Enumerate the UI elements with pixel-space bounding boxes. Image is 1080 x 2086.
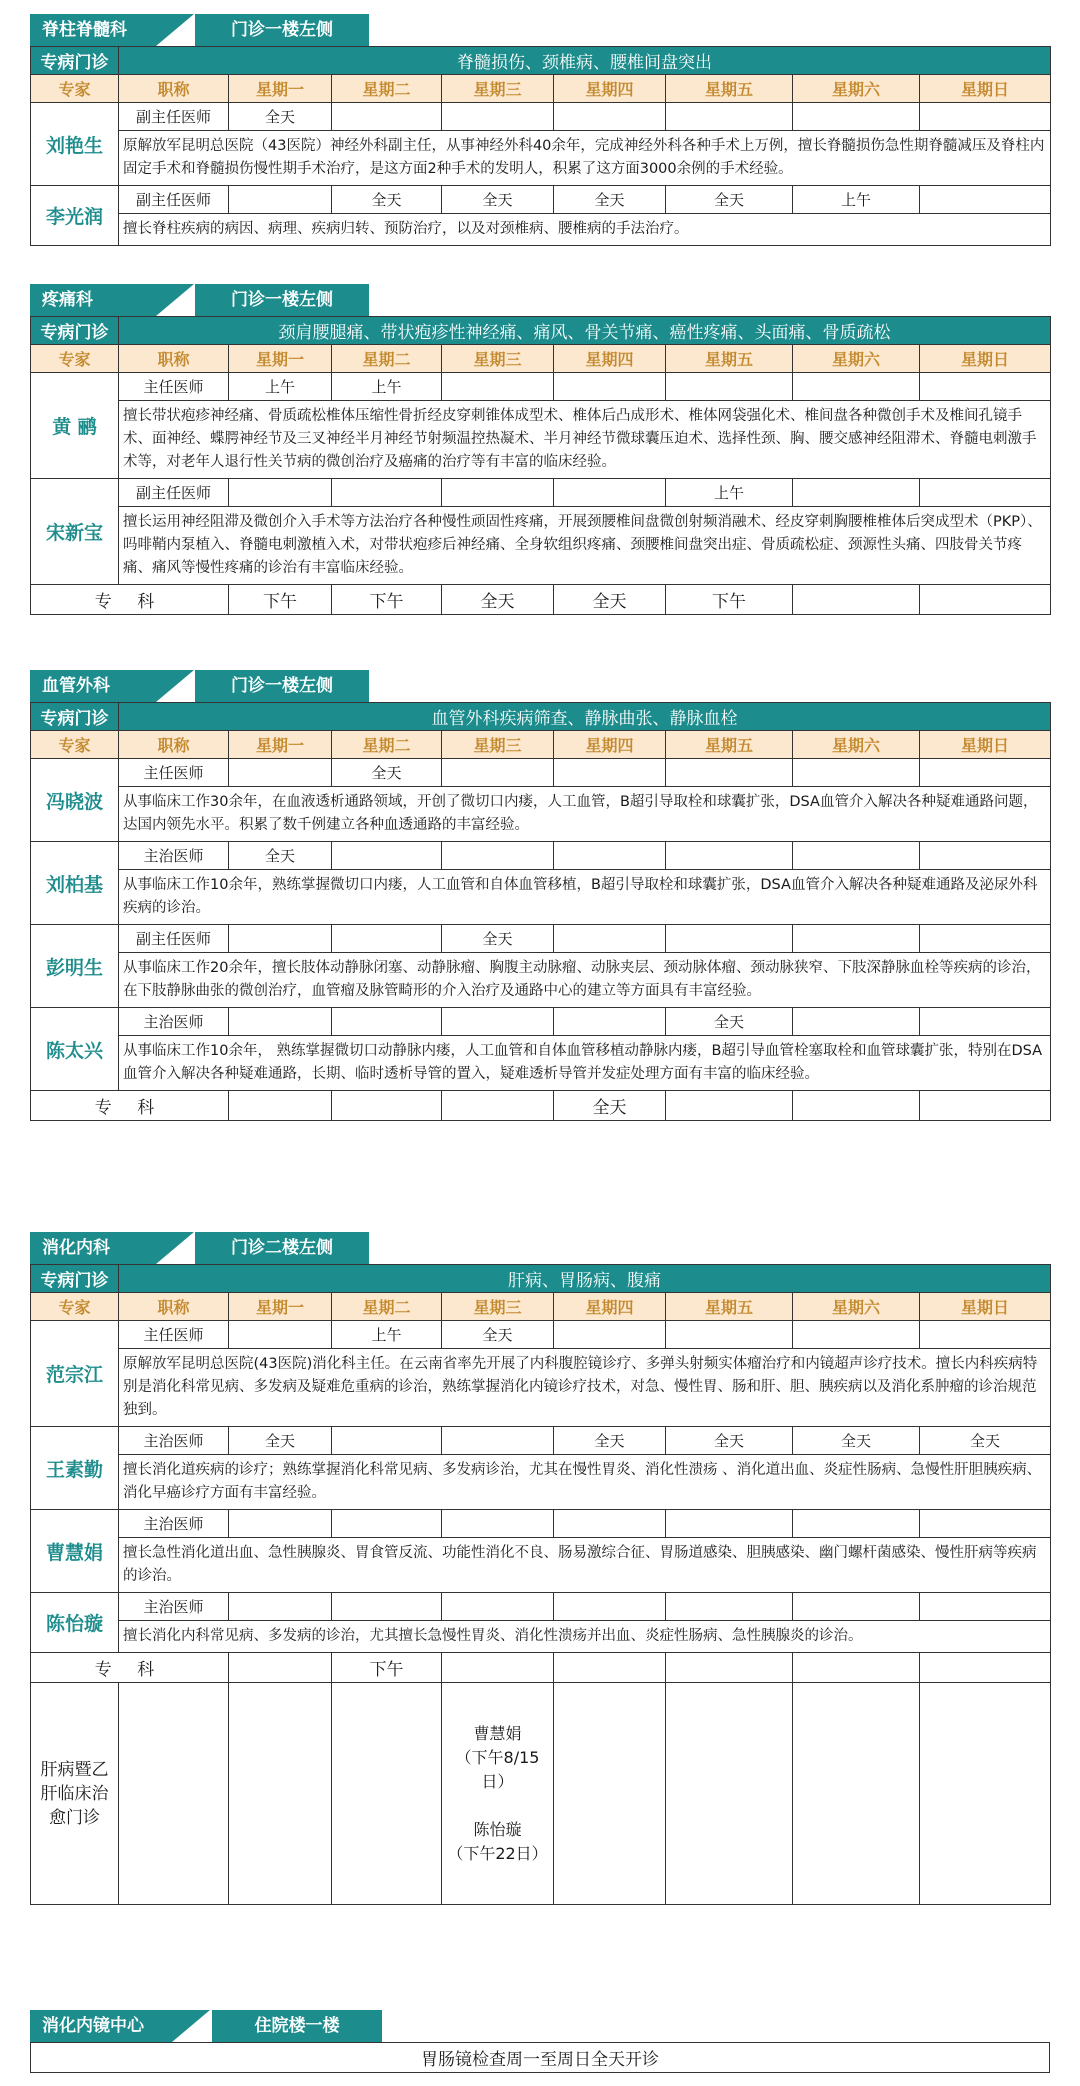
schedule-cell — [554, 842, 666, 870]
doctor-name: 冯晓波 — [31, 759, 119, 842]
specialty-label: 专 科 — [31, 1091, 229, 1121]
doctor-description: 从事临床工作30余年，在血液透析通路领域，开创了微切口内瘘，人工血管，B超引导取栓和球囊扩张，DSA血管介入解决各种疑难通路问题，达国内领先水平。积累了数千例建立各种血透通路的丰富经验。 — [119, 787, 1051, 842]
doctor-title: 主治医师 — [119, 1427, 229, 1455]
schedule-cell: 上午 — [793, 186, 920, 214]
schedule-cell — [332, 103, 442, 131]
schedule-cell — [920, 103, 1051, 131]
schedule-cell — [793, 1510, 920, 1538]
schedule-cell: 全天 — [442, 1321, 554, 1349]
tab-divider — [156, 284, 194, 316]
schedule-cell — [666, 1653, 793, 1683]
weekday-header: 星期四 — [554, 75, 666, 103]
schedule-cell — [229, 1683, 332, 1905]
schedule-cell — [229, 759, 332, 787]
doctor-name: 王素勤 — [31, 1427, 119, 1510]
weekday-header: 星期六 — [793, 75, 920, 103]
schedule-cell: 上午 — [229, 373, 332, 401]
schedule-cell — [666, 1321, 793, 1349]
title-header: 职称 — [119, 345, 229, 373]
weekday-header: 星期二 — [332, 731, 442, 759]
weekday-header: 星期五 — [666, 731, 793, 759]
schedule-cell: 全天 — [666, 1008, 793, 1036]
schedule-cell — [666, 103, 793, 131]
schedule-cell — [229, 1091, 332, 1121]
schedule-cell — [554, 1683, 666, 1905]
weekday-header: 星期六 — [793, 345, 920, 373]
section-gastro — [30, 1232, 1050, 1905]
weekday-header: 星期五 — [666, 345, 793, 373]
dept-tab: 消化内科 — [30, 1232, 156, 1264]
weekday-header: 星期四 — [554, 345, 666, 373]
schedule-table — [30, 702, 1051, 1121]
weekday-header: 星期四 — [554, 731, 666, 759]
schedule-cell — [920, 1593, 1051, 1621]
doctor-name: 宋新宝 — [31, 479, 119, 585]
schedule-cell — [920, 479, 1051, 507]
title-header: 职称 — [119, 731, 229, 759]
spacer — [446, 1794, 549, 1818]
weekday-header: 星期日 — [920, 731, 1051, 759]
section-tabbar — [30, 1232, 1050, 1264]
schedule-cell — [666, 1091, 793, 1121]
section-tabbar — [30, 14, 1050, 46]
schedule-cell — [920, 1683, 1051, 1905]
schedule-cell — [920, 1008, 1051, 1036]
schedule-cell — [793, 585, 920, 615]
doctor-title: 主任医师 — [119, 759, 229, 787]
section-spine — [30, 14, 1050, 246]
doctor-name: 彭明生 — [31, 925, 119, 1008]
section-tabbar — [30, 670, 1050, 702]
doctor-title: 主治医师 — [119, 1008, 229, 1036]
weekday-header: 星期二 — [332, 345, 442, 373]
schedule-cell — [332, 479, 442, 507]
doctor-description: 原解放军昆明总医院(43医院)消化科主任。在云南省率先开展了内科腹腔镜诊疗、多弹头射频实体瘤治疗和内镜超声诊疗技术。擅长内科疾病特别是消化科常见病、多发病及疑难危重病的诊治，熟练掌握消化内镜诊疗技术，对急、慢性胃、肠和肝、胆、胰疾病以及消化系肿瘤的诊治规范独到。 — [119, 1349, 1051, 1427]
expert-header: 专家 — [31, 75, 119, 103]
location-tab: 门诊二楼左侧 — [195, 1232, 369, 1264]
weekday-header: 星期一 — [229, 75, 332, 103]
location-tab: 门诊一楼左侧 — [195, 284, 369, 316]
schedule-cell — [332, 1510, 442, 1538]
dept-tab: 疼痛科 — [30, 284, 156, 316]
doctor-description: 擅长消化内科常见病、多发病的诊治，尤其擅长急慢性胃炎、消化性溃疡并出血、炎症性肠病、急性胰腺炎的诊治。 — [119, 1621, 1051, 1653]
schedule-cell — [666, 1593, 793, 1621]
schedule-cell — [229, 479, 332, 507]
schedule-cell — [554, 103, 666, 131]
section-pain — [30, 284, 1050, 615]
schedule-cell: 下午 — [332, 585, 442, 615]
section-tabbar — [30, 2010, 1050, 2042]
schedule-cell — [442, 759, 554, 787]
doctor-title: 主治医师 — [119, 1593, 229, 1621]
schedule-cell — [666, 1510, 793, 1538]
schedule-cell — [793, 1683, 920, 1905]
schedule-cell: 全天 — [666, 1427, 793, 1455]
schedule-cell — [442, 1510, 554, 1538]
weekday-header: 星期四 — [554, 1293, 666, 1321]
schedule-cell — [920, 373, 1051, 401]
schedule-cell — [442, 842, 554, 870]
doctor-description: 擅长运用神经阻滞及微创介入手术等方法治疗各种慢性顽固性疼痛，开展颈腰椎间盘微创射频消融术、经皮穿刺胸腰椎椎体后突成型术（PKP）、吗啡鞘内泵植入、脊髓电刺激植入术，对带状疱疹后神经痛、全身软组织疼痛、颈腰椎间盘突出症、骨质疏松症、颈源性头痛、四肢骨关节疼痛、痛风等慢性疼痛的诊治有丰富临床经验。 — [119, 507, 1051, 585]
schedule-cell — [554, 1593, 666, 1621]
schedule-table — [30, 1264, 1051, 1905]
schedule-cell: 全天 — [229, 1427, 332, 1455]
schedule-cell — [920, 186, 1051, 214]
schedule-cell — [442, 103, 554, 131]
schedule-cell — [229, 186, 332, 214]
notice-table — [30, 2042, 1050, 2073]
doctor-name: 陈怡璇 — [31, 1593, 119, 1653]
endoscopy-note: 胃肠镜检查周一至周日全天开诊 — [31, 2043, 1050, 2073]
title-header: 职称 — [119, 75, 229, 103]
schedule-cell — [793, 1321, 920, 1349]
tab-divider — [156, 14, 194, 46]
title-header: 职称 — [119, 1293, 229, 1321]
doctor-title: 主治医师 — [119, 1510, 229, 1538]
expert-header: 专家 — [31, 345, 119, 373]
clinic-topic: 肝病、胃肠病、腹痛 — [119, 1265, 1051, 1293]
schedule-cell — [332, 925, 442, 953]
schedule-cell — [554, 1321, 666, 1349]
doctor-name: 刘柏基 — [31, 842, 119, 925]
schedule-cell — [666, 373, 793, 401]
clinic-topic: 颈肩腰腿痛、带状疱疹性神经痛、痛风、骨关节痛、癌性疼痛、头面痛、骨质疏松 — [119, 317, 1051, 345]
dept-tab: 脊柱脊髓科 — [30, 14, 156, 46]
schedule-cell — [793, 842, 920, 870]
schedule-cell — [920, 1321, 1051, 1349]
location-tab: 住院楼一楼 — [212, 2010, 382, 2042]
weekday-header: 星期一 — [229, 731, 332, 759]
weekday-header: 星期一 — [229, 1293, 332, 1321]
schedule-cell: 下午 — [229, 585, 332, 615]
special-doctor-1: 曹慧娟 — [473, 1723, 522, 1743]
schedule-cell — [554, 759, 666, 787]
schedule-cell: 全天 — [332, 186, 442, 214]
doctor-description: 擅长带状疱疹神经痛、骨质疏松椎体压缩性骨折经皮穿刺锥体成型术、椎体后凸成形术、椎体网袋强化术、椎间盘各种微创手术及椎间孔镜手术、面神经、蝶腭神经节及三叉神经半月神经节射频温控热凝术、半月神经节微球囊压迫术、选择性颈、胸、腰交感神经阻滞术、脊髓电刺激手术等，对老年人退行性关节病的微创治疗及癌痛的治疗等有丰富的临床经验。 — [119, 401, 1051, 479]
doctor-description: 原解放军昆明总医院（43医院）神经外科副主任，从事神经外科40余年，完成神经外科各种手术上万例，擅长脊髓损伤急性期脊髓减压及脊柱内固定手术和脊髓损伤慢性期手术治疗，是这方面2种手术的发明人，积累了这方面3000余例的手术经验。 — [119, 131, 1051, 186]
schedule-cell — [920, 1091, 1051, 1121]
special-clinic-schedule — [442, 1683, 554, 1905]
schedule-cell — [666, 759, 793, 787]
schedule-cell — [554, 1008, 666, 1036]
schedule-cell — [554, 925, 666, 953]
schedule-cell: 全天 — [554, 585, 666, 615]
schedule-cell — [793, 1008, 920, 1036]
schedule-cell — [554, 373, 666, 401]
tab-divider — [172, 2010, 210, 2042]
weekday-header: 星期三 — [442, 75, 554, 103]
schedule-cell: 下午 — [332, 1653, 442, 1683]
schedule-cell — [229, 1510, 332, 1538]
schedule-cell — [793, 373, 920, 401]
doctor-title: 副主任医师 — [119, 186, 229, 214]
weekday-header: 星期五 — [666, 75, 793, 103]
schedule-cell — [793, 1593, 920, 1621]
doctor-name: 刘艳生 — [31, 103, 119, 186]
schedule-table — [30, 316, 1051, 615]
weekday-header: 星期六 — [793, 1293, 920, 1321]
doctor-description: 从事临床工作20余年，擅长肢体动静脉闭塞、动静脉瘤、胸腹主动脉瘤、动脉夹层、颈动脉体瘤、颈动脉狭窄、下肢深静脉血栓等疾病的诊治，在下肢静脉曲张的微创治疗，血管瘤及脉管畸形的介入治疗及通路中心的建立等方面具有丰富经验。 — [119, 953, 1051, 1008]
schedule-cell — [793, 759, 920, 787]
schedule-cell — [332, 842, 442, 870]
schedule-cell — [793, 103, 920, 131]
dept-tab: 消化内镜中心 — [30, 2010, 172, 2042]
schedule-cell — [920, 585, 1051, 615]
schedule-cell — [554, 1653, 666, 1683]
schedule-cell — [793, 925, 920, 953]
schedule-cell: 全天 — [332, 759, 442, 787]
clinic-label: 专病门诊 — [31, 703, 119, 731]
schedule-cell — [442, 1653, 554, 1683]
schedule-cell — [442, 1091, 554, 1121]
schedule-cell — [229, 1008, 332, 1036]
doctor-title: 副主任医师 — [119, 103, 229, 131]
schedule-cell — [666, 842, 793, 870]
schedule-cell: 全天 — [554, 1091, 666, 1121]
weekday-header: 星期二 — [332, 1293, 442, 1321]
schedule-cell: 全天 — [229, 103, 332, 131]
schedule-cell — [332, 1683, 442, 1905]
clinic-topic: 血管外科疾病筛查、静脉曲张、静脉血栓 — [119, 703, 1051, 731]
schedule-cell — [920, 842, 1051, 870]
weekday-header: 星期一 — [229, 345, 332, 373]
doctor-description: 从事临床工作10余年，熟练掌握微切口内瘘，人工血管和自体血管移植，B超引导取栓和球囊扩张，DSA血管介入解决各种疑难通路及泌尿外科疾病的诊治。 — [119, 870, 1051, 925]
schedule-cell — [793, 1653, 920, 1683]
schedule-cell — [229, 1593, 332, 1621]
special-clinic-name: 肝病暨乙肝临床治愈门诊 — [31, 1683, 119, 1905]
doctor-name: 曹慧娟 — [31, 1510, 119, 1593]
schedule-cell: 全天 — [920, 1427, 1051, 1455]
doctor-title: 副主任医师 — [119, 925, 229, 953]
schedule-cell — [442, 479, 554, 507]
schedule-table — [30, 46, 1051, 246]
special-doctor-2: 陈怡璇 — [473, 1819, 522, 1839]
schedule-cell — [793, 479, 920, 507]
weekday-header: 星期三 — [442, 345, 554, 373]
doctor-title: 主治医师 — [119, 842, 229, 870]
schedule-cell: 上午 — [332, 1321, 442, 1349]
weekday-header: 星期三 — [442, 731, 554, 759]
schedule-cell: 全天 — [229, 842, 332, 870]
schedule-cell: 上午 — [666, 479, 793, 507]
special-time-1: （下午8/15日） — [455, 1747, 540, 1791]
weekday-header: 星期日 — [920, 75, 1051, 103]
schedule-cell — [442, 1008, 554, 1036]
weekday-header: 星期日 — [920, 345, 1051, 373]
weekday-header: 星期六 — [793, 731, 920, 759]
expert-header: 专家 — [31, 731, 119, 759]
schedule-cell — [442, 373, 554, 401]
clinic-label: 专病门诊 — [31, 317, 119, 345]
expert-header: 专家 — [31, 1293, 119, 1321]
dept-tab: 血管外科 — [30, 670, 156, 702]
schedule-cell — [332, 1008, 442, 1036]
section-vascular — [30, 670, 1050, 1121]
weekday-header: 星期三 — [442, 1293, 554, 1321]
schedule-cell — [554, 1510, 666, 1538]
schedule-cell: 全天 — [554, 186, 666, 214]
doctor-title: 副主任医师 — [119, 479, 229, 507]
specialty-label: 专 科 — [31, 585, 229, 615]
location-tab: 门诊一楼左侧 — [195, 670, 369, 702]
schedule-cell — [666, 925, 793, 953]
doctor-description: 擅长脊柱疾病的病因、病理、疾病归转、预防治疗，以及对颈椎病、腰椎病的手法治疗。 — [119, 214, 1051, 246]
schedule-cell: 下午 — [666, 585, 793, 615]
schedule-cell — [793, 1091, 920, 1121]
doctor-title: 主任医师 — [119, 1321, 229, 1349]
location-tab: 门诊一楼左侧 — [195, 14, 369, 46]
schedule-cell — [920, 1510, 1051, 1538]
weekday-header: 星期五 — [666, 1293, 793, 1321]
schedule-cell — [442, 1427, 554, 1455]
doctor-name: 范宗江 — [31, 1321, 119, 1427]
specialty-label: 专 科 — [31, 1653, 229, 1683]
weekday-header: 星期日 — [920, 1293, 1051, 1321]
schedule-cell — [920, 1653, 1051, 1683]
schedule-cell — [229, 925, 332, 953]
doctor-description: 擅长消化道疾病的诊疗；熟练掌握消化科常见病、多发病诊治，尤其在慢性胃炎、消化性溃疡 、消化道出血、炎症性肠病、急慢性肝胆胰疾病、消化早癌诊疗方面有丰富经验。 — [119, 1455, 1051, 1510]
tab-divider — [156, 1232, 194, 1264]
clinic-label: 专病门诊 — [31, 47, 119, 75]
section-tabbar — [30, 284, 1050, 316]
schedule-cell — [332, 1091, 442, 1121]
tab-divider — [156, 670, 194, 702]
schedule-cell — [332, 1427, 442, 1455]
schedule-cell: 全天 — [442, 925, 554, 953]
doctor-title: 主任医师 — [119, 373, 229, 401]
schedule-cell: 全天 — [666, 186, 793, 214]
schedule-cell: 全天 — [442, 585, 554, 615]
doctor-description: 从事临床工作10余年， 熟练掌握微切口动静脉内瘘，人工血管和自体血管移植动静脉内瘘，B超引导血管栓塞取栓和血管球囊扩张，特别在DSA血管介入解决各种疑难通路，长期、临时透析导管的置入，疑难透析导管并发症处理方面有丰富的临床经验。 — [119, 1036, 1051, 1091]
weekday-header: 星期二 — [332, 75, 442, 103]
schedule-cell — [920, 925, 1051, 953]
doctor-name: 黄 鹂 — [31, 373, 119, 479]
section-endoscopy — [30, 2010, 1050, 2073]
schedule-cell — [229, 1653, 332, 1683]
schedule-cell: 上午 — [332, 373, 442, 401]
schedule-cell: 全天 — [793, 1427, 920, 1455]
schedule-cell — [554, 479, 666, 507]
doctor-name: 陈太兴 — [31, 1008, 119, 1091]
schedule-cell — [920, 759, 1051, 787]
schedule-cell — [332, 1593, 442, 1621]
doctor-description: 擅长急性消化道出血、急性胰腺炎、胃食管反流、功能性消化不良、肠易激综合征、胃肠道感染、胆胰感染、幽门螺杆菌感染、慢性肝病等疾病的诊治。 — [119, 1538, 1051, 1593]
special-time-2: （下午22日） — [447, 1843, 548, 1863]
doctor-name: 李光润 — [31, 186, 119, 246]
schedule-cell: 全天 — [442, 186, 554, 214]
schedule-cell — [229, 1321, 332, 1349]
clinic-label: 专病门诊 — [31, 1265, 119, 1293]
schedule-cell — [119, 1683, 229, 1905]
schedule-cell — [442, 1593, 554, 1621]
clinic-topic: 脊髓损伤、颈椎病、腰椎间盘突出 — [119, 47, 1051, 75]
schedule-cell: 全天 — [554, 1427, 666, 1455]
schedule-cell — [666, 1683, 793, 1905]
